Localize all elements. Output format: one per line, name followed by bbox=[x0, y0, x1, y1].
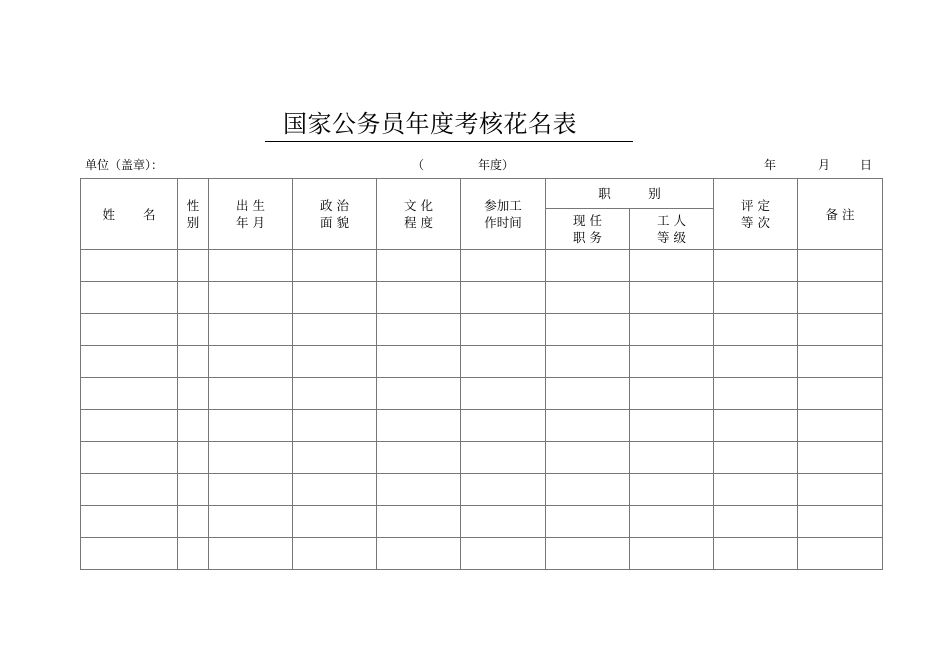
table-cell[interactable] bbox=[178, 378, 209, 410]
table-cell[interactable] bbox=[377, 314, 461, 346]
table-cell[interactable] bbox=[546, 538, 630, 570]
table-cell[interactable] bbox=[293, 506, 377, 538]
table-cell[interactable] bbox=[209, 410, 293, 442]
table-row bbox=[81, 538, 883, 570]
table-cell[interactable] bbox=[81, 346, 178, 378]
table-cell[interactable] bbox=[546, 474, 630, 506]
table-cell[interactable] bbox=[546, 282, 630, 314]
header-remarks: 备 注 bbox=[798, 179, 883, 250]
table-cell[interactable] bbox=[377, 538, 461, 570]
table-cell[interactable] bbox=[546, 314, 630, 346]
table-cell[interactable] bbox=[81, 410, 178, 442]
date-day: 日 bbox=[860, 158, 873, 172]
table-cell[interactable] bbox=[81, 314, 178, 346]
table-cell[interactable] bbox=[81, 250, 178, 282]
table-cell[interactable] bbox=[377, 410, 461, 442]
table-cell[interactable] bbox=[798, 442, 883, 474]
table-cell[interactable] bbox=[798, 282, 883, 314]
table-cell[interactable] bbox=[630, 346, 714, 378]
table-cell[interactable] bbox=[293, 410, 377, 442]
table-row bbox=[81, 282, 883, 314]
table-cell[interactable] bbox=[798, 250, 883, 282]
table-cell[interactable] bbox=[377, 474, 461, 506]
table-cell[interactable] bbox=[178, 314, 209, 346]
table-cell[interactable] bbox=[461, 250, 546, 282]
table-cell[interactable] bbox=[209, 442, 293, 474]
header-current-post: 现 任 职 务 bbox=[546, 209, 630, 250]
table-cell[interactable] bbox=[209, 538, 293, 570]
table-cell[interactable] bbox=[546, 442, 630, 474]
table-row bbox=[81, 250, 883, 282]
table-cell[interactable] bbox=[798, 410, 883, 442]
unit-label: 单位（盖章）： bbox=[85, 158, 164, 172]
header-work-start: 参加工 作时间 bbox=[461, 179, 546, 250]
table-cell[interactable] bbox=[81, 442, 178, 474]
table-cell[interactable] bbox=[798, 314, 883, 346]
table-cell[interactable] bbox=[461, 346, 546, 378]
table-cell[interactable] bbox=[798, 474, 883, 506]
table-row bbox=[81, 314, 883, 346]
table-cell[interactable] bbox=[81, 474, 178, 506]
header-worker-grade: 工 人 等 级 bbox=[630, 209, 714, 250]
table-cell[interactable] bbox=[798, 378, 883, 410]
table-cell[interactable] bbox=[209, 346, 293, 378]
table-cell[interactable] bbox=[630, 442, 714, 474]
table-cell[interactable] bbox=[178, 250, 209, 282]
date-label bbox=[764, 156, 872, 173]
table-cell[interactable] bbox=[546, 506, 630, 538]
table-cell[interactable] bbox=[293, 346, 377, 378]
table-cell[interactable] bbox=[546, 250, 630, 282]
roster-table bbox=[80, 178, 883, 570]
table-cell[interactable] bbox=[293, 282, 377, 314]
table-cell[interactable] bbox=[209, 506, 293, 538]
table-cell[interactable] bbox=[293, 442, 377, 474]
table-cell[interactable] bbox=[714, 506, 798, 538]
year-close: 年度） bbox=[478, 158, 515, 172]
year-label bbox=[412, 156, 514, 173]
table-cell[interactable] bbox=[630, 282, 714, 314]
table-cell[interactable] bbox=[178, 506, 209, 538]
table-cell[interactable] bbox=[178, 410, 209, 442]
table-cell[interactable] bbox=[461, 538, 546, 570]
table-cell[interactable] bbox=[714, 442, 798, 474]
table-cell[interactable] bbox=[81, 282, 178, 314]
table-cell[interactable] bbox=[178, 442, 209, 474]
table-cell[interactable] bbox=[714, 346, 798, 378]
table-cell[interactable] bbox=[630, 378, 714, 410]
table-cell[interactable] bbox=[81, 378, 178, 410]
table-cell[interactable] bbox=[377, 378, 461, 410]
table-cell[interactable] bbox=[178, 346, 209, 378]
table-cell[interactable] bbox=[630, 506, 714, 538]
header-sex: 性 别 bbox=[178, 179, 209, 250]
table-cell[interactable] bbox=[714, 250, 798, 282]
date-year: 年 bbox=[764, 158, 777, 172]
table-cell[interactable] bbox=[81, 538, 178, 570]
table-cell[interactable] bbox=[293, 378, 377, 410]
table-cell[interactable] bbox=[293, 474, 377, 506]
table-cell[interactable] bbox=[461, 506, 546, 538]
table-cell[interactable] bbox=[81, 506, 178, 538]
table-cell[interactable] bbox=[178, 538, 209, 570]
table-cell[interactable] bbox=[461, 282, 546, 314]
table-cell[interactable] bbox=[293, 538, 377, 570]
table-cell[interactable] bbox=[209, 282, 293, 314]
table-cell[interactable] bbox=[461, 474, 546, 506]
table-cell[interactable] bbox=[209, 474, 293, 506]
table-cell[interactable] bbox=[714, 538, 798, 570]
header-name: 姓 名 bbox=[81, 179, 178, 250]
year-open: （ bbox=[412, 158, 425, 172]
table-cell[interactable] bbox=[377, 250, 461, 282]
table-row bbox=[81, 474, 883, 506]
table-row bbox=[81, 346, 883, 378]
table-cell[interactable] bbox=[714, 282, 798, 314]
table-cell[interactable] bbox=[630, 538, 714, 570]
table-cell[interactable] bbox=[178, 282, 209, 314]
header-education: 文 化 程 度 bbox=[377, 179, 461, 250]
table-cell[interactable] bbox=[546, 378, 630, 410]
table-cell[interactable] bbox=[461, 410, 546, 442]
table-row bbox=[81, 378, 883, 410]
header-political: 政 治 面 貌 bbox=[293, 179, 377, 250]
table-cell[interactable] bbox=[630, 314, 714, 346]
table-cell[interactable] bbox=[293, 314, 377, 346]
form-title: 国家公务员年度考核花名表 bbox=[265, 104, 633, 142]
table-cell[interactable] bbox=[209, 250, 293, 282]
table-cell[interactable] bbox=[630, 474, 714, 506]
table-cell[interactable] bbox=[209, 378, 293, 410]
table-cell[interactable] bbox=[546, 410, 630, 442]
table-cell[interactable] bbox=[714, 474, 798, 506]
table-cell[interactable] bbox=[798, 538, 883, 570]
header-rating: 评 定 等 次 bbox=[714, 179, 798, 250]
header-birth: 出 生 年 月 bbox=[209, 179, 293, 250]
date-month: 月 bbox=[818, 158, 831, 172]
table-cell[interactable] bbox=[377, 282, 461, 314]
table-cell[interactable] bbox=[293, 250, 377, 282]
table-cell[interactable] bbox=[178, 474, 209, 506]
table-cell[interactable] bbox=[630, 250, 714, 282]
table-cell[interactable] bbox=[209, 314, 293, 346]
table-cell[interactable] bbox=[377, 442, 461, 474]
table-cell[interactable] bbox=[461, 378, 546, 410]
table-cell[interactable] bbox=[461, 442, 546, 474]
table-cell[interactable] bbox=[377, 346, 461, 378]
table-cell[interactable] bbox=[714, 314, 798, 346]
table-cell[interactable] bbox=[714, 410, 798, 442]
table-cell[interactable] bbox=[461, 314, 546, 346]
table-cell[interactable] bbox=[714, 378, 798, 410]
table-cell[interactable] bbox=[546, 346, 630, 378]
table-cell[interactable] bbox=[798, 346, 883, 378]
table-cell[interactable] bbox=[377, 506, 461, 538]
header-job-level: 职 别 bbox=[546, 179, 714, 209]
table-row bbox=[81, 410, 883, 442]
table-row bbox=[81, 506, 883, 538]
table-cell[interactable] bbox=[798, 506, 883, 538]
table-cell[interactable] bbox=[630, 410, 714, 442]
table-row bbox=[81, 442, 883, 474]
